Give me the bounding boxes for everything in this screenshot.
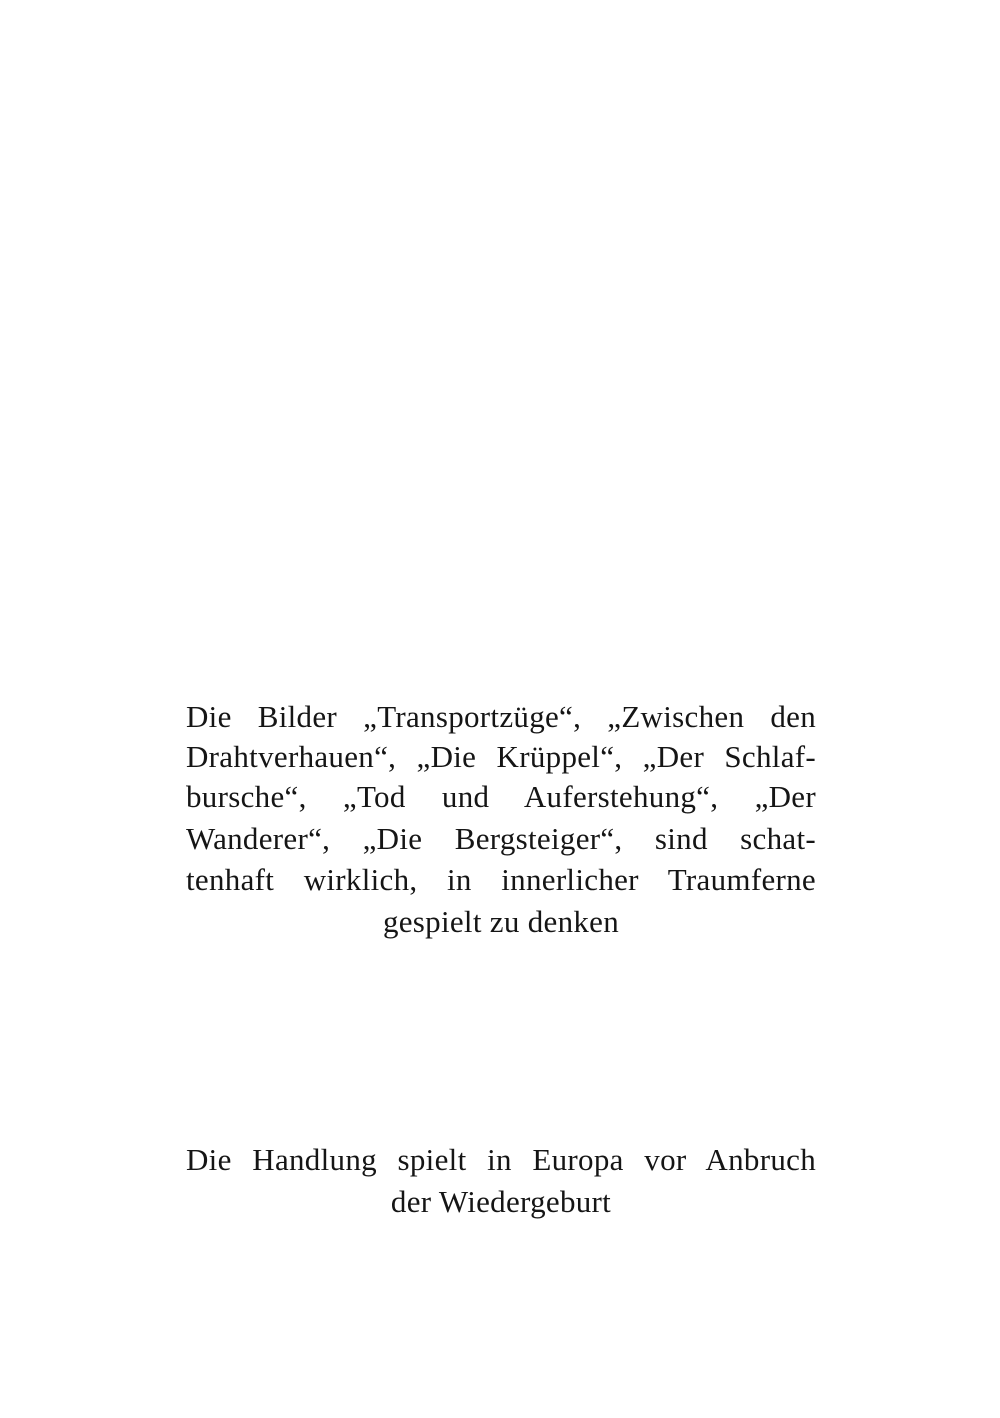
text-line: Die Bilder „Transportzüge“, „Zwischen den: [186, 699, 816, 734]
image-titles-paragraph: [186, 697, 816, 957]
text-line: Drahtverhauen“, „Die Krüppel“, „Der Schlaf-: [186, 739, 816, 774]
text-line: Die Handlung spielt in Europa vor Anbruch: [186, 1142, 816, 1177]
text-line: bursche“, „Tod und Auferstehung“, „Der: [186, 779, 816, 814]
text-line: Wanderer“, „Die Bergsteiger“, sind schat-: [186, 821, 816, 856]
text-line: tenhaft wirklich, in innerlicher Traumferne: [186, 862, 816, 897]
text-line: der Wiedergeburt: [390, 1184, 612, 1219]
text-line: gespielt zu denken: [382, 904, 620, 939]
setting-paragraph: [186, 1140, 816, 1230]
